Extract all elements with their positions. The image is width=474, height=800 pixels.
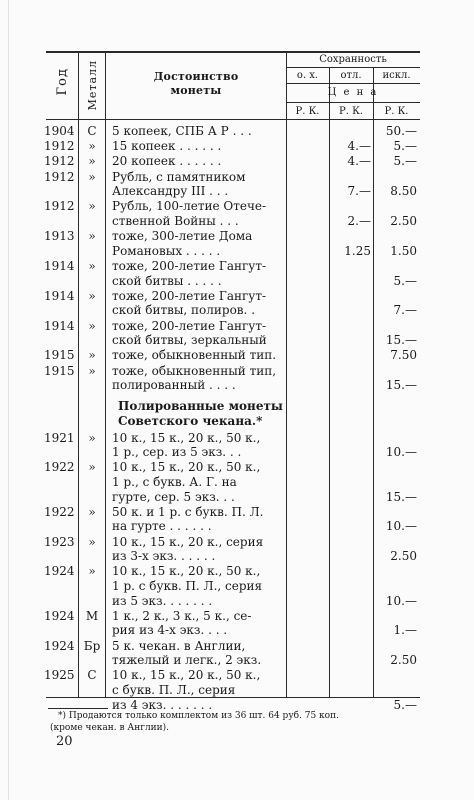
row-year: 1922: [44, 504, 75, 519]
row-description-line: с букв. П. Л., серия: [112, 683, 236, 697]
row-metal: »: [88, 259, 96, 273]
unit-ox: Р. К.: [295, 106, 320, 117]
row-price-iskl: 8.50: [390, 184, 417, 199]
subheader-rule-3: [286, 102, 420, 103]
row-year: 1914: [44, 288, 75, 303]
subheader-rule-1: [286, 67, 420, 68]
row-description-line: тоже, обыкновенный тип.: [112, 348, 277, 363]
row-year: 1923: [44, 534, 75, 549]
row-year: 1915: [44, 348, 75, 363]
row-price-iskl: 50.—: [385, 124, 417, 138]
row-description-line: тоже, обыкновенный тип,: [112, 363, 277, 378]
grade-otl: отл.: [340, 70, 362, 81]
row-year: 1924: [44, 608, 75, 623]
row-price-iskl: 2.50: [390, 549, 417, 564]
binding-gutter: [8, 0, 9, 800]
row-description-line: 50 к. и 1 р. с букв. П. Л.: [112, 504, 264, 519]
row-price-iskl: 1.50: [390, 243, 417, 258]
row-year: 1914: [44, 318, 75, 333]
row-description-line: 10 к., 15 к., 20 к., 50 к.,: [112, 460, 261, 475]
row-description-line: 5 к. чекан. в Англии,: [112, 638, 246, 653]
row-description-line: гурте, сер. 5 экз. . .: [112, 489, 235, 504]
row-year: 1912: [44, 154, 75, 169]
unit-otl: Р. К.: [338, 106, 363, 117]
unit-iskl: Р. К.: [384, 106, 409, 117]
row-price-iskl: 5.—: [393, 697, 417, 712]
row-description-line: 1 р., сер. из 5 экз. . .: [112, 445, 242, 460]
row-description-line: Рубль, с памятником: [112, 169, 246, 184]
row-price-iskl: 2.50: [390, 214, 417, 228]
row-price-iskl: 15.—: [385, 378, 417, 393]
row-description-line: ской битвы, зеркальный: [112, 333, 267, 348]
row-metal: »: [88, 288, 96, 303]
row-metal: »: [88, 348, 96, 363]
row-description-line: тоже, 200-летие Гангут-: [112, 288, 267, 303]
row-price-iskl: 7.50: [390, 348, 417, 363]
row-description-line: 10 к., 15 к., 20 к., 50 к.,: [112, 430, 261, 445]
row-year: 1904: [44, 124, 75, 138]
row-metal: »: [88, 460, 96, 475]
header-year: Год: [55, 68, 70, 96]
row-description-line: ской битвы . . . . .: [112, 273, 222, 288]
row-description-line: из 4 экз. . . . . . .: [112, 697, 213, 712]
row-metal: М: [85, 608, 99, 623]
row-metal: »: [88, 564, 96, 579]
footnote-line2: (кроме чекан. в Англии).: [50, 723, 170, 733]
row-price-iskl: 5.—: [393, 273, 417, 288]
row-metal: С: [87, 668, 97, 683]
row-price-otl: 4.—: [347, 154, 371, 169]
row-price-iskl: 10.—: [385, 593, 417, 608]
row-price-iskl: 1.—: [393, 623, 417, 638]
header-bottom-rule: [46, 119, 420, 120]
row-description-line: из 5 экз. . . . . . .: [112, 593, 213, 608]
row-description-line: тоже, 200-летие Гангут-: [112, 318, 267, 333]
row-metal: »: [88, 430, 96, 445]
grade-iskl: искл.: [382, 70, 411, 81]
row-year: 1921: [44, 430, 75, 445]
row-price-iskl: 10.—: [385, 519, 417, 534]
row-description-line: 20 копеек . . . . . .: [112, 154, 222, 169]
row-description-line: 1 к., 2 к., 3 к., 5 к., се-: [112, 608, 252, 623]
row-price-iskl: 2.50: [390, 653, 417, 668]
page-number: 20: [56, 734, 73, 749]
row-year: 1925: [44, 668, 75, 683]
row-description-line: тяжелый и легк., 2 экз.: [112, 653, 262, 668]
footnote-rule: [48, 708, 108, 709]
row-price-otl: 4.—: [347, 139, 371, 154]
row-price-otl: 2.—: [347, 214, 371, 228]
row-year: 1914: [44, 259, 75, 273]
row-description-line: Романовых . . . . .: [112, 243, 221, 258]
header-condition: Сохранность: [319, 54, 387, 65]
table-bottom-rule: [46, 697, 420, 698]
row-metal: »: [88, 504, 96, 519]
row-year: 1913: [44, 229, 75, 244]
footnote-line1: *) Продаются только комплектом из 36 шт. 64 руб. 75 коп.: [58, 711, 339, 721]
row-description-line: полированный . . . .: [112, 378, 236, 393]
grade-ox: о. х.: [296, 70, 319, 81]
row-description-line: 10 к., 15 к., 20 к., 50 к.,: [112, 564, 261, 579]
row-metal: Бр: [83, 638, 101, 653]
row-metal: »: [88, 363, 96, 378]
row-description-line: 1 р., с букв. А. Г. на: [112, 475, 237, 489]
row-metal: »: [88, 169, 96, 184]
row-year: 1915: [44, 363, 75, 378]
header-price: Ц е н а: [327, 87, 379, 98]
row-price-otl: 7.—: [347, 184, 371, 199]
row-year: 1924: [44, 564, 75, 579]
row-year: 1912: [44, 199, 75, 214]
row-description-line: рия из 4-х экз. . . .: [112, 623, 228, 638]
row-description-line: 10 к., 15 к., 20 к., серия: [112, 534, 264, 549]
row-metal: »: [88, 229, 96, 244]
header-metal: Металл: [86, 60, 99, 111]
subheader-rule-2: [286, 83, 420, 84]
row-year: 1924: [44, 638, 75, 653]
row-metal: »: [88, 199, 96, 214]
row-description-line: Александру III . . .: [112, 184, 229, 199]
row-description-line: 5 копеек, СПБ А Р . . .: [112, 124, 252, 138]
row-price-iskl: 15.—: [385, 333, 417, 348]
col-rule-metal: [105, 52, 106, 698]
row-price-iskl: 7.—: [393, 303, 417, 318]
header-denomination-line1: Достоинство: [153, 70, 239, 83]
row-description-line: Рубль, 100-летие Отече-: [112, 199, 267, 214]
row-description-line: 10 к., 15 к., 20 к., 50 к.,: [112, 668, 261, 683]
row-year: 1922: [44, 460, 75, 475]
row-year: 1912: [44, 169, 75, 184]
row-description-line: из 3-х экз. . . . . .: [112, 549, 216, 564]
row-metal: »: [88, 154, 96, 169]
row-description-line: ской битвы, полиров. .: [112, 303, 256, 318]
header-denomination-line2: монеты: [170, 84, 222, 97]
row-metal: С: [87, 124, 97, 138]
row-description-line: Полированные монеты: [118, 399, 283, 414]
row-metal: »: [88, 534, 96, 549]
row-metal: »: [88, 318, 96, 333]
row-price-iskl: 5.—: [393, 154, 417, 169]
row-description-line: на гурте . . . . . .: [112, 519, 212, 534]
col-rule-denomination: [286, 52, 287, 698]
row-price-iskl: 10.—: [385, 445, 417, 460]
row-price-iskl: 15.—: [385, 489, 417, 504]
row-description-line: ственной Войны . . .: [112, 214, 239, 228]
row-description-line: 1 р. с букв. П. Л., серия: [112, 579, 263, 593]
row-metal: »: [88, 139, 96, 154]
row-year: 1912: [44, 139, 75, 154]
row-description-line: тоже, 200-летие Гангут-: [112, 259, 267, 273]
row-price-otl: 1.25: [344, 243, 371, 258]
row-price-iskl: 5.—: [393, 139, 417, 154]
row-description-line: тоже, 300-летие Дома: [112, 229, 253, 244]
row-description-line: 15 копеек . . . . . .: [112, 139, 222, 154]
row-description-line: Советского чекана.*: [118, 414, 263, 428]
